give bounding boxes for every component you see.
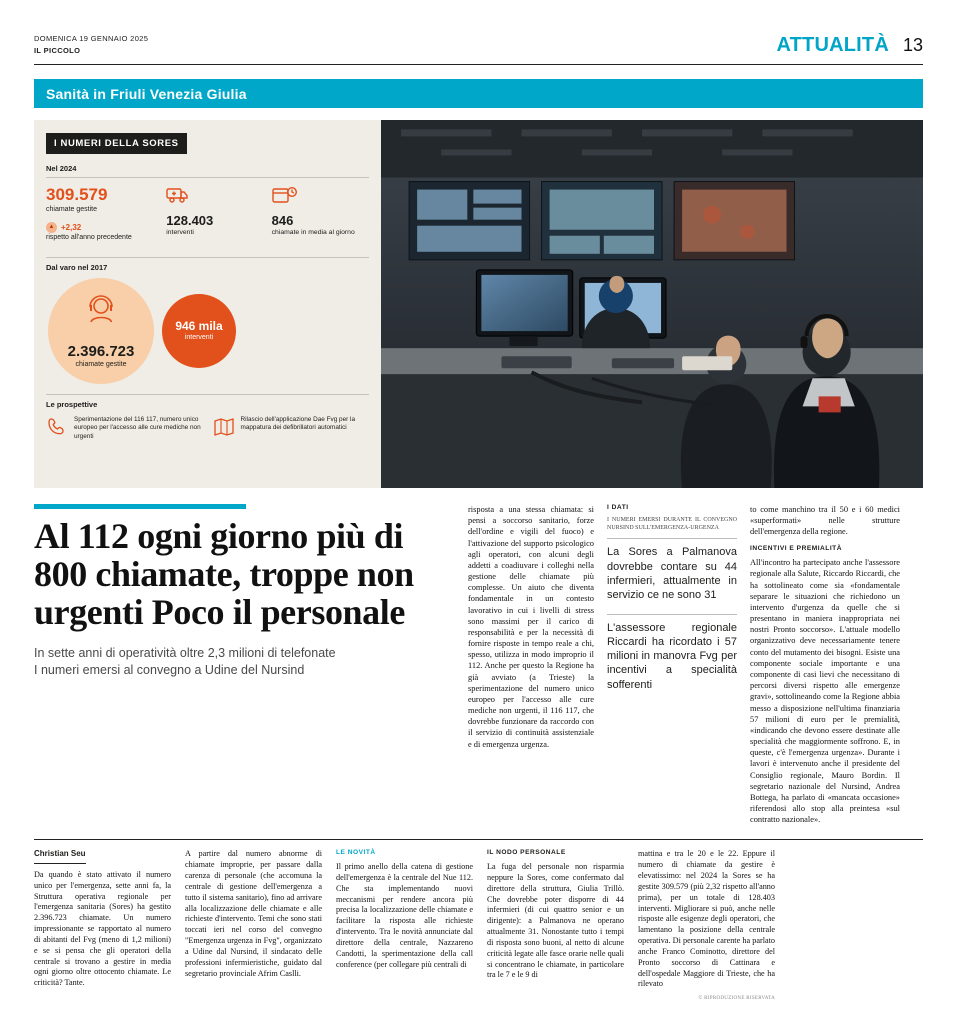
body-text: Da quando è stato attivato il numero unico per l'emergenza, sette anni fa, la Struttura operativa regionale per l'emergenza sanitaria (Sores) ha gestito 2.396.723 chiamate. Un numero impressionante se rapportato al numero di abitanti del Fvg (meno di 1,2 milioni) e se si pensa che gli operatori della centrale si trovano a gestire in media ogni giorno oltre ottocento chiamate. Le criticità? Tante. xyxy=(34,869,171,988)
media-block xyxy=(34,120,923,488)
article-body xyxy=(34,849,923,1002)
side-column-kicker: INCENTIVI E PREMIALITÀ xyxy=(750,544,842,552)
infographic-year-label: Nel 2024 xyxy=(46,164,369,178)
section-banner xyxy=(34,79,923,108)
masthead-divider xyxy=(34,64,923,65)
stat-calls-managed xyxy=(46,186,160,243)
article-continuation-column: risposta a una stessa chiamata: si pensi a soccorso sanitario, forze dell'ordine e vigili del fuoco) e l'attivazione del supporto psicologico agli operatori, con alcuni degli addetti a coadiuvare i colleghi nella gestione delle chiamate più complesse. Un aiuto che diventa fondamentale in un contesto lavorativo in cui i livelli di stress sono massimi per il carico di responsabilità e per la necessità di fornire risposte in tempo reale a chi, spesso, utilizza in modo improprio il 112. Anche per questo la Regione ha già avviato (a Trieste) la sperimentazione del numero unico europeo per l'accesso alle cure mediche non urgenti, il 116 117, che dovrebbe funzionare da raccordo con il servizio di continuità assistenziale e di emergenza urgenza. xyxy=(468,505,594,749)
infographic-prospects xyxy=(46,416,369,443)
body-column-3 xyxy=(336,849,473,1002)
infographic-stats-row xyxy=(46,186,371,243)
stat-value: 846 xyxy=(271,213,294,228)
headline-column xyxy=(34,504,454,825)
infographic xyxy=(34,120,381,488)
stat-caption: chiamate gestite xyxy=(46,206,97,213)
subheadline-line1: In sette anni di operatività oltre 2,3 milioni di telefonate xyxy=(34,646,336,661)
map-icon xyxy=(213,416,235,443)
body-column-2 xyxy=(185,849,322,1002)
copyright-notice: © RIPRODUZIONE RISERVATA xyxy=(698,996,775,1002)
body-column-4 xyxy=(487,849,624,1002)
delta-caption: rispetto all'anno precedente xyxy=(46,233,132,241)
article-side-column xyxy=(750,504,900,825)
byline: Christian Seu xyxy=(34,849,86,864)
circle-calls-total xyxy=(48,278,154,384)
calendar-icon xyxy=(272,186,371,209)
masthead-left xyxy=(34,34,148,55)
facts-divider xyxy=(607,538,737,539)
body-text: La fuga del personale non risparmia neppure la Sores, come confermato dal direttore della struttura, Giulia Trillò. Che dovrebbe poter disporre di 44 infermieri (di cui quattro senior e un dirigente): a Palmanova ne operano attualmente 31. Nonostante tutto i tempi di risposta sono buoni, al netto di alcune criticità legate alle fasce orarie nelle quali si concentrano le chiamate, in particolare tra le 7 e le 9 di xyxy=(487,862,624,980)
body-text: Il primo anello della catena di gestione dell'emergenza è la centrale del Nue 112. Che sta implementando nuovi meccanismi per rendere ancora più precisa la localizzazione delle chiamate e facilitare la risposta alle richieste d'intervento. Tra le novità annunciate dal direttore della centrale, Nazzareno Candotti, la sperimentazione della call conference (per collegare più centrali di xyxy=(336,862,473,969)
prospect-item xyxy=(213,416,370,443)
headline-rule xyxy=(34,504,246,509)
stat-delta xyxy=(46,222,160,233)
circle-caption: chiamate gestite xyxy=(75,360,127,368)
stat-value: 309.579 xyxy=(46,185,108,204)
section-title: ATTUALITÀ xyxy=(776,34,889,56)
photo-illustration xyxy=(381,120,923,488)
facts-box xyxy=(607,504,737,825)
infographic-title: I NUMERI DELLA SORES xyxy=(46,133,187,154)
fact-item: L'assessore regionale Riccardi ha ricordato i 57 milioni in manovra Fvg per incentivi a specialità sofferenti xyxy=(607,621,737,691)
stat-caption: interventi xyxy=(166,229,194,236)
stat-caption: chiamate in media al giorno xyxy=(271,229,355,236)
subheadline-line2: I numeri emersi al convegno a Udine del Nursind xyxy=(34,663,305,678)
stat-interventions xyxy=(166,186,265,236)
headline-zone xyxy=(34,504,923,825)
stat-daily-average xyxy=(272,186,371,236)
body-kicker-personale: IL NODO PERSONALE xyxy=(487,849,566,857)
prospect-item xyxy=(46,416,203,443)
operator-icon xyxy=(84,295,118,330)
publication-name: IL PICCOLO xyxy=(34,46,81,55)
section-banner-title: Sanità in Friuli Venezia Giulia xyxy=(46,85,247,102)
arrow-up-icon: ▲ xyxy=(46,222,57,233)
prospect-text: Sperimentazione del 116 117, numero unico europeo per l'accesso alle cure mediche non urgenti xyxy=(74,415,201,440)
side-column-top-text: to come manchino tra il 50 e i 60 medici «superformati» nelle strutture dell'emergenza della regione. xyxy=(750,505,900,537)
body-kicker-novita: LE NOVITÀ xyxy=(336,849,376,857)
body-text: A partire dal numero abnorme di chiamate improprie, per passare dalla carenza di personale (che accomuna la centrale di gestione dell'emergenza a tutto il sistema sanitario), fino ad arrivare alla localizzazione delle chiamate e alle richieste d'intervento. Temi che sono stati toccati ieri nel corso del convegno "Emergenza urgenza in Fvg", organizzato a Udine dal Nursind, il sindacato delle professioni infermieristiche, guidato dal segretario provinciale Afrim Caslli. xyxy=(185,849,322,978)
circle-interventions-total xyxy=(162,294,236,368)
prospect-text: Rilascio dell'applicazione Dae Fvg per la mappatura dei defibrillatori automatici xyxy=(240,415,356,432)
masthead-right xyxy=(776,34,923,57)
circle-value: 946 mila xyxy=(175,319,223,333)
publication-date: DOMENICA 19 GENNAIO 2025 xyxy=(34,34,149,43)
fact-item: La Sores a Palmanova dovrebbe contare su 44 infermieri, attualmente in servizio ce ne sono 31 xyxy=(607,546,737,602)
ambulance-icon xyxy=(166,186,265,209)
circle-value: 2.396.723 xyxy=(67,342,135,360)
infographic-circles xyxy=(48,278,369,384)
infographic-prospects-label: Le prospettive xyxy=(46,394,369,409)
body-text: mattina e tra le 20 e le 22. Eppure il numero di chiamate da gestire è elevatissimo: nel 2024 la Sores se ha gestite 309.579 (più 2,32 rispetto all'anno prima), per un totale di 128.403 interventi. Migliorare si può, anche nelle risposte alle esigenze degli operatori, che lamentano la posizione della centrale operativa. Di personale carente ha parlato anche Franco Cominotto, direttore del Pronto soccorso di Cattinara e dell'ospedale Maggiore di Trieste, che ha rilevato xyxy=(638,849,775,989)
facts-divider xyxy=(607,614,737,615)
subheadline xyxy=(34,645,454,679)
side-column-text: All'incontro ha partecipato anche l'assessore regionale alla Salute, Riccardo Riccardi, che ha sottolineato come sia «fondamentale separare le situazioni che richiedono un intervento d'urgenza da quelle che si presentano in maniera inappropriata nei nostri Pronto soccorso». L'attuale modello organizzativo deve necessariamente tenere conto del mutamento dei bisogni. Esiste una componente sociale importante e una componente di casi lievi che necessitano di percorsi diversi rispetto alle emergenze gravi», sottolineando come la Regione abbia messo a disposizione nell'ultima finanziaria 57 milioni di euro per le premialità, «indicando che devono essere destinate alle specialità che maggiormente soffrono. E, in queste, c'è l'emergenza urgenza». Durante i lavori è intervenuto anche il presidente del Consiglio regionale, Mauro Bordin. Il segretario nazionale del Nursind, Andrea Bottega, ha parlato di «mancata occasione» riferendosi allo stop alla preintesa «sul contratto nazionale». xyxy=(750,558,900,825)
page-title: Al 112 ogni giorno più di 800 chiamate, troppe non urgenti Poco il personale xyxy=(34,516,414,632)
facts-kicker: I DATI xyxy=(607,504,629,511)
headline-side-columns xyxy=(468,504,923,825)
facts-standfirst: I NUMERI EMERSI DURANTE IL CONVEGNO NURSIND SULL'EMERGENZA-URGENZA xyxy=(607,516,737,531)
circle-caption: interventi xyxy=(184,334,214,341)
infographic-since-label: Dal varo nel 2017 xyxy=(46,257,369,272)
photo-control-room xyxy=(381,120,923,488)
body-column-1 xyxy=(34,849,171,1002)
phone-icon xyxy=(46,416,68,443)
body-column-5 xyxy=(638,849,775,1002)
stat-value: 128.403 xyxy=(166,213,214,228)
masthead xyxy=(34,0,923,57)
delta-value: +2,32 xyxy=(61,222,82,232)
body-divider xyxy=(34,839,923,840)
page-number: 13 xyxy=(902,35,923,55)
